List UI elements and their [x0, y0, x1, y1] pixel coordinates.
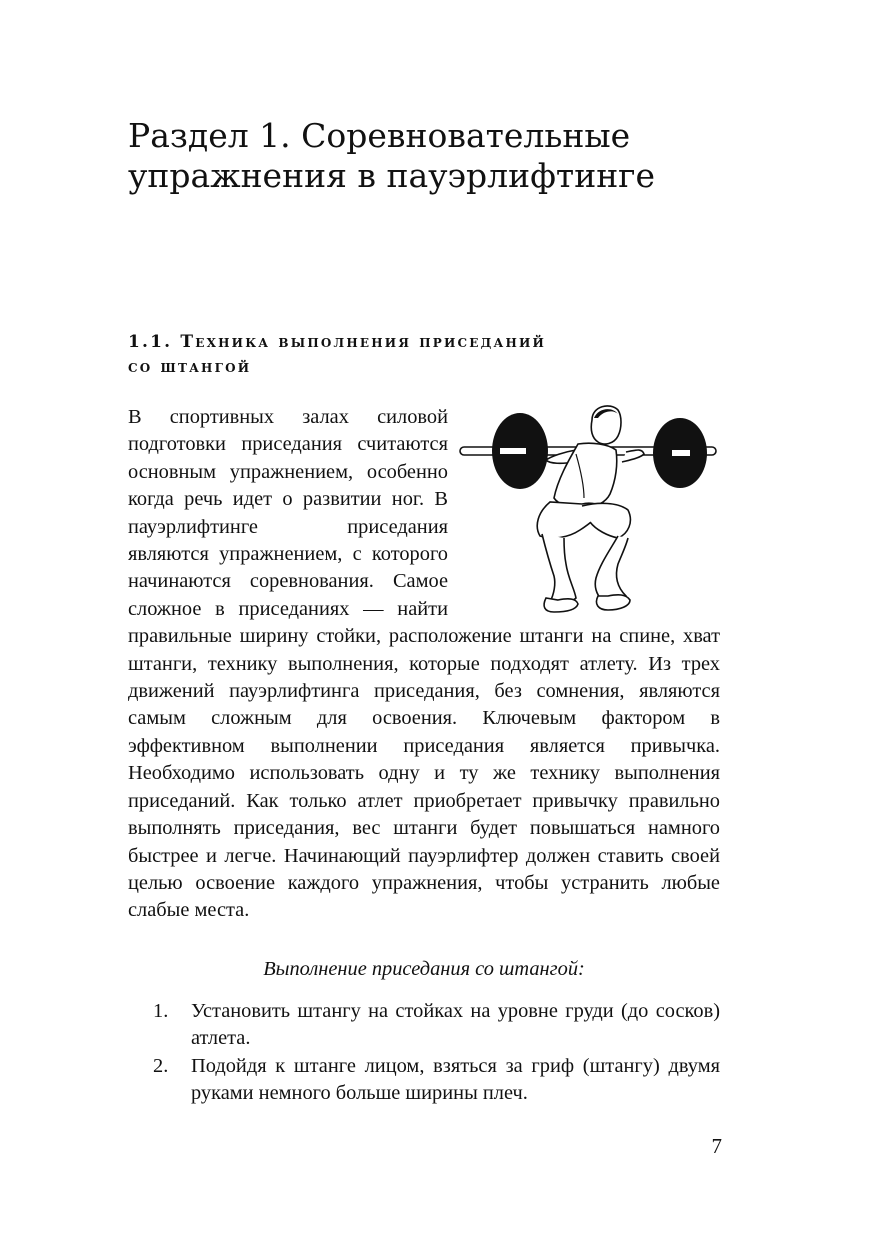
list-item	[128, 998, 720, 1053]
barbell-squat-illustration-icon	[458, 398, 720, 620]
page-number: 7	[711, 1134, 722, 1158]
step-text: Подойдя к штанге лицом, взяться за гриф (штангу) двумя руками немного больше ширины плеч.	[191, 1054, 720, 1105]
chapter-title-line-2: упражнения в пауэрлифтинге	[128, 156, 656, 195]
step-number: 1.	[153, 1000, 169, 1022]
instructions-list	[128, 998, 720, 1108]
squat-figure	[458, 398, 720, 620]
chapter-title	[128, 116, 748, 196]
body-paragraph-block	[128, 404, 720, 925]
section-title	[128, 330, 728, 380]
list-item	[128, 1053, 720, 1108]
step-text: Установить штангу на стойках на уровне груди (до сосков) атлета.	[191, 1000, 720, 1050]
section-title-line-2: со штангой	[128, 357, 252, 377]
instructions-heading: Выполнение приседания со штангой:	[263, 958, 585, 980]
body-paragraph: В спортивных залах силовой подготовки приседания считаются основным упражнением, особенно когда речь идет о развитии ног. В пауэрлифтинге приседания являются упражнением, с которого начинаются соревнования. Самое сложное в приседаниях — найти правильные ширину стойки, расположение штанги на спине, хват штанги, технику выполнения, которые подходят атлету. Из трех движений пауэрлифтинга приседания, без сомнения, являются самым сложным для освоения. Ключевым фактором в эффективном выполнении приседания является привычка. Необходимо использовать одну и ту же технику выполнения приседаний. Как только атлет приобретает привычку правильно выполнять приседания, вес штанги будет повышаться намного быстрее и легче. Начинающий пауэрлифтер должен ставить своей целью освоение каждого упражнения, чтобы устранить любые слабые места.	[128, 406, 720, 922]
step-number: 2.	[153, 1054, 169, 1077]
chapter-title-line-1: Раздел 1. Соревновательные	[128, 116, 631, 155]
section-title-line-1: 1.1. Техника выполнения приседаний	[128, 332, 547, 352]
